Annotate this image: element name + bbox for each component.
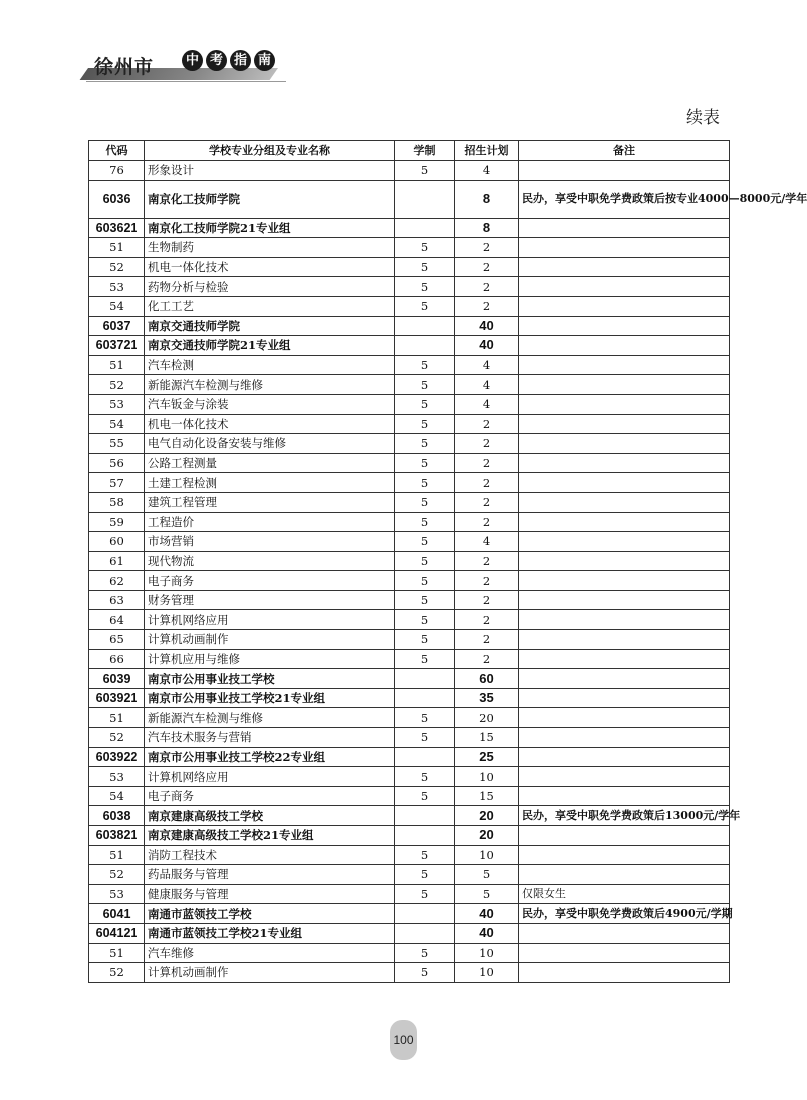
cell-code: 65 <box>89 630 145 650</box>
cell-name: 形象设计 <box>145 161 395 181</box>
cell-plan: 2 <box>455 571 519 591</box>
cell-name: 计算机动画制作 <box>145 963 395 983</box>
cell-note <box>519 943 730 963</box>
cell-code: 54 <box>89 786 145 806</box>
cell-plan: 5 <box>455 884 519 904</box>
cell-name: 电子商务 <box>145 786 395 806</box>
cell-name: 南京市公用事业技工学校 <box>145 669 395 689</box>
cell-years: 5 <box>395 767 455 787</box>
cell-years: 5 <box>395 708 455 728</box>
header-divider <box>86 81 286 82</box>
cell-code: 6039 <box>89 669 145 689</box>
table-row <box>89 296 730 316</box>
cell-plan: 2 <box>455 551 519 571</box>
cell-code: 63 <box>89 590 145 610</box>
enrollment-table <box>88 140 807 983</box>
cell-note <box>519 218 730 238</box>
cell-years <box>395 904 455 924</box>
cell-code: 51 <box>89 238 145 258</box>
cell-note <box>519 590 730 610</box>
table-row <box>89 218 730 238</box>
cell-plan: 2 <box>455 434 519 454</box>
cell-years: 5 <box>395 434 455 454</box>
cell-name: 新能源汽车检测与维修 <box>145 375 395 395</box>
table-row <box>89 610 730 630</box>
cell-name: 现代物流 <box>145 551 395 571</box>
cell-years: 5 <box>395 728 455 748</box>
cell-code: 52 <box>89 963 145 983</box>
cell-years: 5 <box>395 571 455 591</box>
cell-years <box>395 747 455 767</box>
cell-note <box>519 669 730 689</box>
cell-code: 603821 <box>89 826 145 846</box>
cell-name: 汽车钣金与涂装 <box>145 394 395 414</box>
cell-years <box>395 316 455 336</box>
cell-note <box>519 963 730 983</box>
book-header-banner <box>88 46 280 82</box>
cell-note <box>519 728 730 748</box>
cell-years: 5 <box>395 473 455 493</box>
cell-plan: 10 <box>455 963 519 983</box>
cell-code: 53 <box>89 277 145 297</box>
cell-years: 5 <box>395 512 455 532</box>
cell-years: 5 <box>395 453 455 473</box>
table-row <box>89 904 730 924</box>
column-header-name: 学校专业分组及专业名称 <box>145 141 395 161</box>
cell-plan: 5 <box>455 865 519 885</box>
cell-plan: 2 <box>455 590 519 610</box>
table-row <box>89 884 730 904</box>
table-row <box>89 434 730 454</box>
cell-years <box>395 336 455 356</box>
cell-note <box>519 238 730 258</box>
table-row <box>89 571 730 591</box>
cell-plan: 10 <box>455 767 519 787</box>
table-row <box>89 943 730 963</box>
cell-code: 52 <box>89 728 145 748</box>
cell-name: 建筑工程管理 <box>145 492 395 512</box>
cell-name: 机电一体化技术 <box>145 257 395 277</box>
cell-plan: 2 <box>455 492 519 512</box>
table-row <box>89 767 730 787</box>
cell-code: 51 <box>89 845 145 865</box>
cell-code: 6036 <box>89 180 145 218</box>
column-header-years: 学制 <box>395 141 455 161</box>
cell-note <box>519 767 730 787</box>
cell-years: 5 <box>395 277 455 297</box>
table-row <box>89 336 730 356</box>
cell-plan: 2 <box>455 453 519 473</box>
cell-years: 5 <box>395 590 455 610</box>
cell-plan: 20 <box>455 806 519 826</box>
cell-years: 5 <box>395 532 455 552</box>
table-row <box>89 394 730 414</box>
cell-years: 5 <box>395 865 455 885</box>
cell-plan: 10 <box>455 845 519 865</box>
cell-note <box>519 394 730 414</box>
table-row <box>89 316 730 336</box>
column-header-code: 代码 <box>89 141 145 161</box>
column-header-plan: 招生计划 <box>455 141 519 161</box>
cell-code: 59 <box>89 512 145 532</box>
cell-note <box>519 786 730 806</box>
cell-code: 53 <box>89 394 145 414</box>
table-row <box>89 492 730 512</box>
table-row <box>89 865 730 885</box>
cell-years <box>395 923 455 943</box>
cell-code: 6038 <box>89 806 145 826</box>
cell-name: 电子商务 <box>145 571 395 591</box>
cell-code: 603621 <box>89 218 145 238</box>
table-row <box>89 923 730 943</box>
cell-note <box>519 257 730 277</box>
cell-name: 公路工程测量 <box>145 453 395 473</box>
table-row <box>89 473 730 493</box>
table-row <box>89 786 730 806</box>
cell-code: 51 <box>89 943 145 963</box>
cell-plan: 4 <box>455 355 519 375</box>
cell-plan: 2 <box>455 238 519 258</box>
table-row <box>89 826 730 846</box>
cell-name: 南京交通技师学院 <box>145 316 395 336</box>
cell-name: 财务管理 <box>145 590 395 610</box>
cell-note <box>519 161 730 181</box>
table-row <box>89 161 730 181</box>
cell-years: 5 <box>395 394 455 414</box>
cell-note: 民办，享受中职免学费政策后按专业4000—8000元/学年 <box>519 180 730 218</box>
table-row <box>89 277 730 297</box>
cell-note <box>519 923 730 943</box>
cell-plan: 2 <box>455 414 519 434</box>
cell-name: 汽车检测 <box>145 355 395 375</box>
cell-years: 5 <box>395 492 455 512</box>
cell-note: 民办，享受中职免学费政策后13000元/学年 <box>519 806 730 826</box>
cell-plan: 2 <box>455 257 519 277</box>
cell-code: 54 <box>89 414 145 434</box>
cell-plan: 10 <box>455 943 519 963</box>
cell-plan: 2 <box>455 473 519 493</box>
cell-plan: 20 <box>455 708 519 728</box>
table-row <box>89 238 730 258</box>
cell-years: 5 <box>395 238 455 258</box>
cell-code: 53 <box>89 767 145 787</box>
cell-code: 604121 <box>89 923 145 943</box>
cell-note <box>519 865 730 885</box>
cell-code: 6041 <box>89 904 145 924</box>
cell-note <box>519 826 730 846</box>
table-row <box>89 180 730 218</box>
cell-name: 工程造价 <box>145 512 395 532</box>
cell-code: 55 <box>89 434 145 454</box>
cell-code: 52 <box>89 375 145 395</box>
cell-plan: 2 <box>455 649 519 669</box>
cell-name: 南京市公用事业技工学校22专业组 <box>145 747 395 767</box>
cell-code: 54 <box>89 296 145 316</box>
cell-note <box>519 453 730 473</box>
cell-plan: 25 <box>455 747 519 767</box>
cell-note <box>519 434 730 454</box>
cell-note <box>519 296 730 316</box>
cell-years: 5 <box>395 786 455 806</box>
cell-years <box>395 806 455 826</box>
cell-note <box>519 688 730 708</box>
cell-plan: 2 <box>455 277 519 297</box>
cell-note <box>519 845 730 865</box>
cell-name: 生物制药 <box>145 238 395 258</box>
table-row <box>89 590 730 610</box>
cell-note <box>519 473 730 493</box>
cell-code: 58 <box>89 492 145 512</box>
table-row <box>89 708 730 728</box>
cell-name: 南京化工技师学院21专业组 <box>145 218 395 238</box>
cell-years: 5 <box>395 649 455 669</box>
cell-years: 5 <box>395 884 455 904</box>
cell-note <box>519 316 730 336</box>
table-row <box>89 512 730 532</box>
cell-note <box>519 532 730 552</box>
cell-code: 6037 <box>89 316 145 336</box>
cell-name: 健康服务与管理 <box>145 884 395 904</box>
cell-note <box>519 551 730 571</box>
cell-code: 603721 <box>89 336 145 356</box>
cell-years: 5 <box>395 610 455 630</box>
page-number: 100 <box>390 1020 417 1060</box>
cell-name: 计算机网络应用 <box>145 767 395 787</box>
cell-code: 53 <box>89 884 145 904</box>
cell-years: 5 <box>395 414 455 434</box>
cell-name: 市场营销 <box>145 532 395 552</box>
cell-years: 5 <box>395 845 455 865</box>
cell-code: 60 <box>89 532 145 552</box>
cell-name: 消防工程技术 <box>145 845 395 865</box>
cell-note <box>519 571 730 591</box>
cell-code: 603922 <box>89 747 145 767</box>
cell-code: 62 <box>89 571 145 591</box>
cell-note <box>519 414 730 434</box>
cell-note: 仅限女生 <box>519 884 730 904</box>
cell-years: 5 <box>395 943 455 963</box>
table-row <box>89 806 730 826</box>
cell-note <box>519 336 730 356</box>
cell-note <box>519 492 730 512</box>
cell-note <box>519 747 730 767</box>
cell-plan: 8 <box>455 218 519 238</box>
cell-name: 南京建康高级技工学校21专业组 <box>145 826 395 846</box>
header-seal-1: 中 <box>182 50 203 71</box>
cell-name: 新能源汽车检测与维修 <box>145 708 395 728</box>
header-seal-3: 指 <box>230 50 251 71</box>
cell-name: 化工工艺 <box>145 296 395 316</box>
cell-plan: 40 <box>455 316 519 336</box>
header-city: 徐州市 <box>94 56 155 78</box>
table-row <box>89 649 730 669</box>
cell-plan: 4 <box>455 375 519 395</box>
table-header-row <box>89 141 730 161</box>
table-row <box>89 453 730 473</box>
cell-code: 61 <box>89 551 145 571</box>
cell-years <box>395 180 455 218</box>
header-seal-2: 考 <box>206 50 227 71</box>
cell-plan: 2 <box>455 512 519 532</box>
continued-table-label: 续表 <box>686 108 720 128</box>
cell-years <box>395 688 455 708</box>
table-row <box>89 747 730 767</box>
table-row <box>89 355 730 375</box>
cell-code: 52 <box>89 865 145 885</box>
cell-name: 南京市公用事业技工学校21专业组 <box>145 688 395 708</box>
cell-code: 64 <box>89 610 145 630</box>
cell-name: 南京化工技师学院 <box>145 180 395 218</box>
cell-note <box>519 630 730 650</box>
cell-years <box>395 218 455 238</box>
table-row <box>89 414 730 434</box>
cell-name: 南京交通技师学院21专业组 <box>145 336 395 356</box>
cell-note <box>519 355 730 375</box>
cell-code: 66 <box>89 649 145 669</box>
cell-name: 南京建康高级技工学校 <box>145 806 395 826</box>
cell-years: 5 <box>395 296 455 316</box>
cell-name: 南通市蓝领技工学校21专业组 <box>145 923 395 943</box>
table-row <box>89 669 730 689</box>
cell-years: 5 <box>395 161 455 181</box>
cell-plan: 4 <box>455 394 519 414</box>
cell-code: 603921 <box>89 688 145 708</box>
table-row <box>89 532 730 552</box>
cell-years: 5 <box>395 963 455 983</box>
cell-plan: 2 <box>455 296 519 316</box>
cell-name: 汽车技术服务与营销 <box>145 728 395 748</box>
cell-code: 57 <box>89 473 145 493</box>
cell-plan: 40 <box>455 904 519 924</box>
cell-plan: 15 <box>455 728 519 748</box>
header-seal-4: 南 <box>254 50 275 71</box>
table-row <box>89 257 730 277</box>
cell-plan: 60 <box>455 669 519 689</box>
cell-plan: 40 <box>455 336 519 356</box>
cell-plan: 2 <box>455 610 519 630</box>
table-row <box>89 845 730 865</box>
cell-name: 土建工程检测 <box>145 473 395 493</box>
table-row <box>89 551 730 571</box>
cell-name: 计算机动画制作 <box>145 630 395 650</box>
cell-name: 计算机网络应用 <box>145 610 395 630</box>
cell-years: 5 <box>395 630 455 650</box>
cell-years: 5 <box>395 375 455 395</box>
cell-years <box>395 826 455 846</box>
cell-code: 51 <box>89 708 145 728</box>
cell-years: 5 <box>395 551 455 571</box>
cell-code: 76 <box>89 161 145 181</box>
cell-plan: 15 <box>455 786 519 806</box>
table-row <box>89 688 730 708</box>
cell-code: 52 <box>89 257 145 277</box>
cell-code: 51 <box>89 355 145 375</box>
table-row <box>89 630 730 650</box>
table-row <box>89 728 730 748</box>
cell-name: 电气自动化设备安装与维修 <box>145 434 395 454</box>
cell-name: 汽车维修 <box>145 943 395 963</box>
cell-plan: 2 <box>455 630 519 650</box>
cell-years <box>395 669 455 689</box>
column-header-note: 备注 <box>519 141 730 161</box>
cell-note <box>519 610 730 630</box>
cell-name: 机电一体化技术 <box>145 414 395 434</box>
cell-plan: 20 <box>455 826 519 846</box>
table-body <box>89 161 807 983</box>
cell-name: 药品服务与管理 <box>145 865 395 885</box>
cell-plan: 8 <box>455 180 519 218</box>
cell-note <box>519 512 730 532</box>
cell-name: 南通市蓝领技工学校 <box>145 904 395 924</box>
cell-note: 民办，享受中职免学费政策后4900元/学期 <box>519 904 730 924</box>
cell-years: 5 <box>395 355 455 375</box>
table-row <box>89 963 730 983</box>
cell-name: 计算机应用与维修 <box>145 649 395 669</box>
cell-note <box>519 649 730 669</box>
cell-note <box>519 277 730 297</box>
cell-years: 5 <box>395 257 455 277</box>
table-row <box>89 375 730 395</box>
cell-plan: 4 <box>455 161 519 181</box>
cell-plan: 35 <box>455 688 519 708</box>
cell-name: 药物分析与检验 <box>145 277 395 297</box>
cell-plan: 40 <box>455 923 519 943</box>
cell-plan: 4 <box>455 532 519 552</box>
cell-note <box>519 708 730 728</box>
cell-note <box>519 375 730 395</box>
cell-code: 56 <box>89 453 145 473</box>
